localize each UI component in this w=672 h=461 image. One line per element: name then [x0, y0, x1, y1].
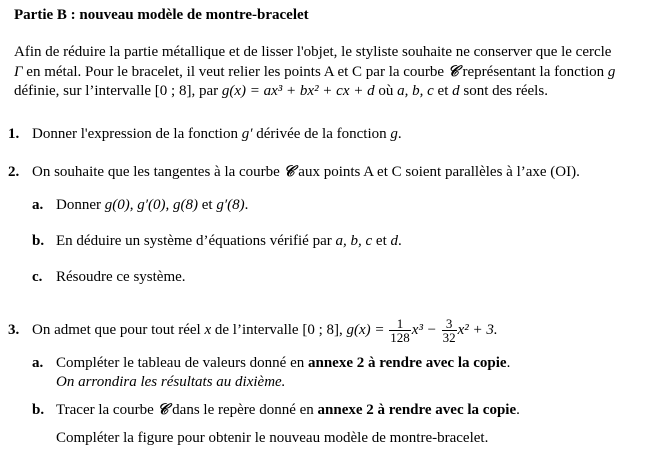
fraction-1: [389, 317, 411, 344]
punctuation: .: [398, 233, 402, 249]
math-expression: x: [204, 321, 212, 338]
question-text: et: [198, 197, 217, 213]
question-text: et: [372, 233, 391, 249]
math-expression: g(0), g′(0), g(8): [104, 197, 199, 213]
intro-text: sont des réels.: [459, 83, 548, 99]
denominator: 32: [442, 330, 456, 345]
intro-paragraph: [14, 43, 666, 101]
math-expression: x² + 3.: [457, 321, 498, 338]
rounding-note: On arrondira les résultats au dixième.: [56, 374, 286, 390]
numerator: 3: [442, 317, 457, 331]
question-text: Résoudre ce système.: [56, 269, 186, 285]
math-expression: g(x) =: [346, 321, 389, 338]
question-3a: [32, 354, 510, 392]
math-expression: x³ −: [411, 321, 441, 338]
section-title: Partie B : nouveau modèle de montre-bracelet: [14, 7, 309, 23]
question-text: de l’intervalle [0 ; 8],: [211, 321, 347, 338]
math-expression: g′(8): [216, 197, 245, 213]
question-number: 1.: [8, 126, 20, 142]
punctuation: .: [244, 197, 249, 213]
punctuation: .: [516, 402, 520, 418]
interval: [0 ; 8]: [154, 83, 192, 99]
sub-letter: a.: [32, 197, 44, 213]
question-number: 3.: [8, 321, 20, 338]
intro-text: et: [433, 83, 453, 99]
question-text: dérivée de la fonction: [252, 126, 391, 142]
question-2b: [32, 232, 402, 251]
math-expression: g: [390, 126, 398, 142]
intro-text: , par: [191, 83, 222, 99]
function-formula: g(x) = ax³ + bx² + cx + d: [221, 83, 375, 99]
coefficient-d: d: [452, 83, 460, 99]
curve-symbol: 𝒞: [283, 162, 295, 180]
question-text: Compléter la figure pour obtenir le nouveau modèle de montre-bracelet.: [56, 430, 489, 446]
question-text: Donner l'expression de la fonction: [32, 126, 242, 142]
math-expression: d: [390, 233, 398, 249]
sub-letter: b.: [32, 402, 45, 418]
question-text: On souhaite que les tangentes à la courbe: [32, 164, 284, 180]
gamma-symbol: Γ: [14, 64, 23, 80]
punctuation: .: [506, 355, 511, 371]
coefficients: a, b, c: [397, 83, 434, 99]
curve-symbol: 𝒞: [447, 62, 459, 80]
question-1: [8, 125, 402, 144]
fraction-2: [442, 317, 457, 344]
question-text: aux points A et C soient parallèles à l’axe (OI).: [294, 164, 580, 180]
annex-reference: annexe 2 à rendre avec la copie: [317, 402, 517, 418]
intro-text: définie, sur l’intervalle: [14, 83, 155, 99]
sub-letter: b.: [32, 233, 45, 249]
question-text: Compléter le tableau de valeurs donné en: [56, 355, 308, 371]
intro-line-1: Afin de réduire la partie métallique et de lisser l'objet, le styliste souhaite ne conserver que le cercle: [14, 44, 612, 60]
function-name: g: [607, 64, 616, 80]
curve-symbol: 𝒞: [157, 400, 169, 418]
numerator: 1: [389, 317, 411, 331]
question-2a: [32, 196, 248, 215]
intro-line-3: [14, 82, 666, 101]
intro-text: où: [374, 83, 398, 99]
math-expression: g′: [241, 126, 253, 142]
question-2: [8, 162, 580, 182]
question-text: On admet que pour tout réel: [32, 321, 205, 338]
question-text: Donner: [56, 197, 105, 213]
question-3: [8, 317, 498, 344]
math-expression: a, b, c: [335, 233, 373, 249]
sub-letter: c.: [32, 269, 43, 285]
question-text: En déduire un système d’équations vérifié par: [56, 233, 336, 249]
question-text: Tracer la courbe: [56, 402, 158, 418]
denominator: 128: [390, 330, 410, 345]
question-number: 2.: [8, 164, 20, 180]
punctuation: .: [397, 126, 402, 142]
question-text: dans le repère donné en: [168, 402, 318, 418]
question-2c: [32, 268, 186, 287]
intro-line-2: [14, 62, 666, 82]
intro-text: représentant la fonction: [458, 64, 608, 80]
annex-reference: annexe 2 à rendre avec la copie: [308, 355, 507, 371]
intro-text: en métal. Pour le bracelet, il veut relier les points A et C par la courbe: [22, 64, 448, 80]
question-3b: [32, 400, 520, 448]
sub-letter: a.: [32, 355, 44, 371]
